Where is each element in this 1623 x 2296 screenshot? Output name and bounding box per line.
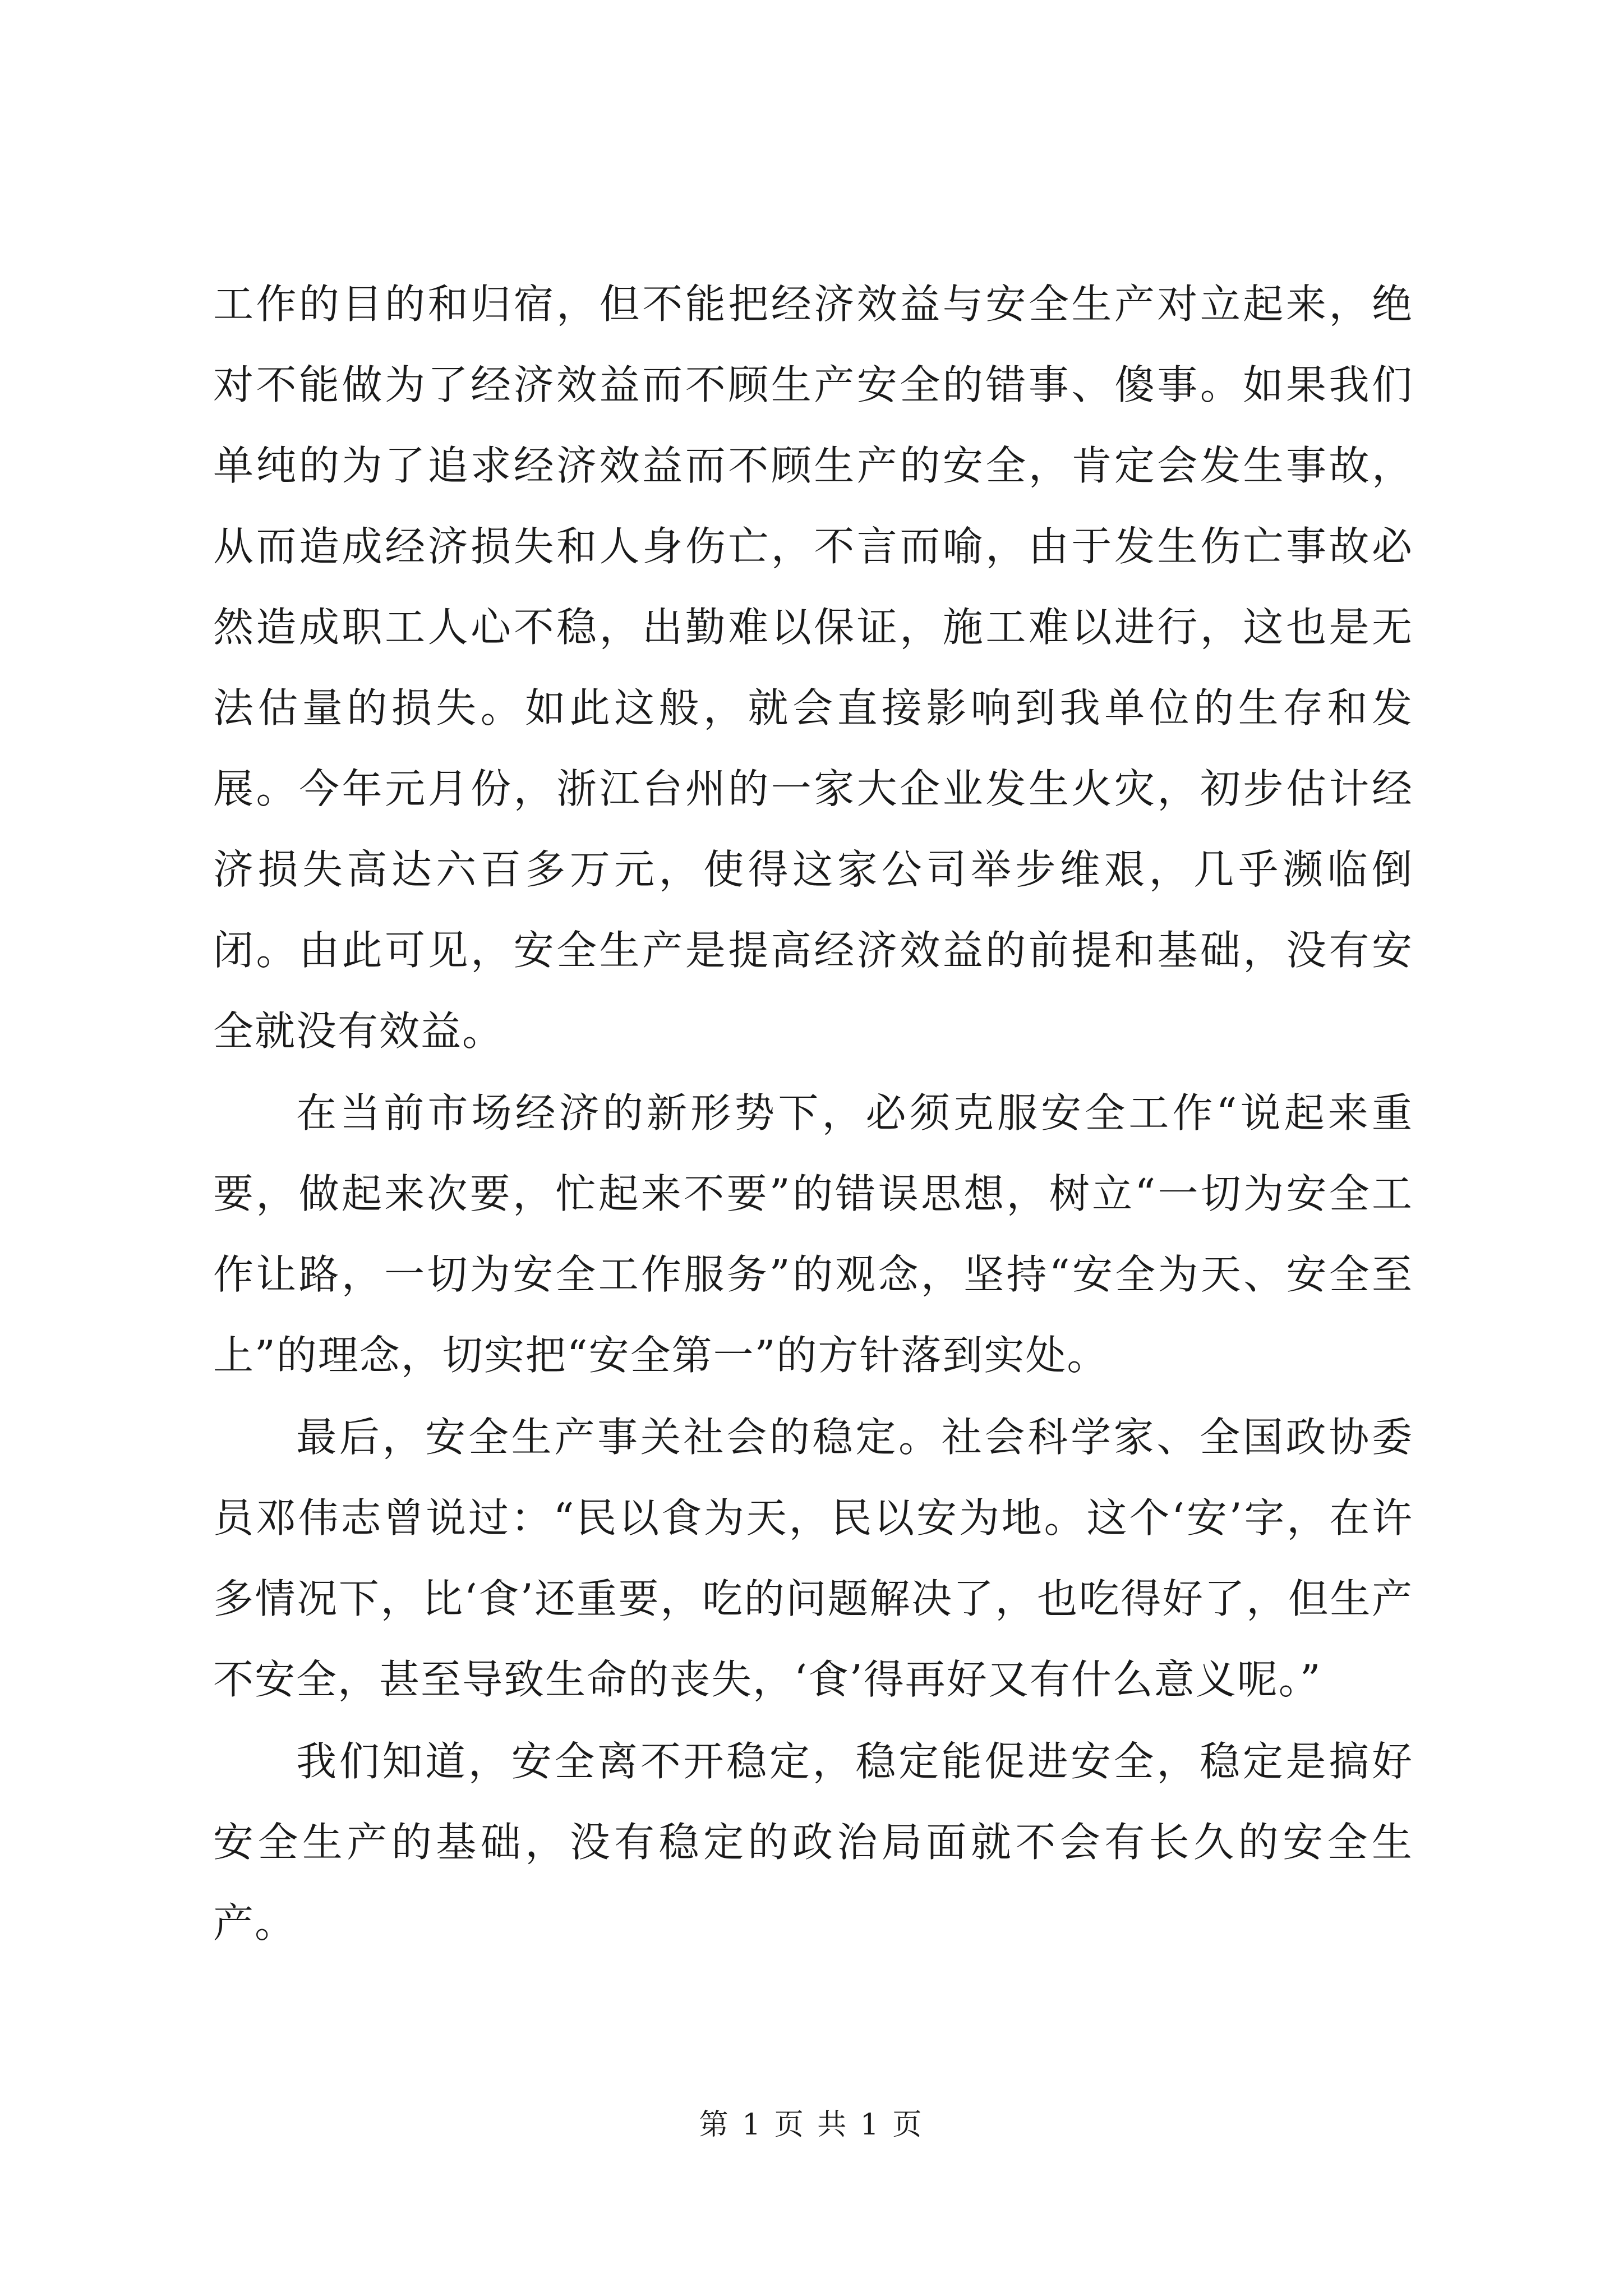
- paragraph-market-economy: 在当前市场经济的新形势下，必须克服安全工作“说起来重要，做起来次要，忙起来不要”的错误思想，树立“一切为安全工作让路，一切为安全工作服务”的观念，坚持“安全为天、安全至上”的理念，切实把“安全第一”的方针落到实处。: [213, 1089, 1413, 1379]
- page-number-footer: 第 1 页 共 1 页: [699, 2108, 924, 2142]
- paragraph-continuation: 工作的目的和归宿，但不能把经济效益与安全生产对立起来，绝对不能做为了经济效益而不顾生产安全的错事、傻事。如果我们单纯的为了追求经济效益而不顾生产的安全，肯定会发生事故，从而造成经济损失和人身伤亡，不言而喻，由于发生伤亡事故必然造成职工人心不稳，出勤难以保证，施工难以进行，这也是无法估量的损失。如此这般，就会直接影响到我单位的生存和发展。今年元月份，浙江台州的一家大企业发生火灾，初步估计经济损失高达六百多万元，使得这家公司举步维艰，几乎濒临倒闭。由此可见，安全生产是提高经济效益的前提和基础，没有安全就没有效益。: [213, 280, 1413, 1055]
- document-body: [213, 264, 1413, 1964]
- paragraph-social-stability: 最后，安全生产事关社会的稳定。社会科学家、全国政协委员邓伟志曾说过：“民以食为天，民以安为地。这个‘安’字，在许多情况下，比‘食’还重要，吃的问题解决了，也吃得好了，但生产不安全，甚至导致生命的丧失，‘食’得再好又有什么意义呢。”: [213, 1414, 1413, 1703]
- paragraph-stability-foundation: 我们知道，安全离不开稳定，稳定能促进安全，稳定是搞好安全生产的基础，没有稳定的政治局面就不会有长久的安全生产。: [213, 1738, 1413, 1947]
